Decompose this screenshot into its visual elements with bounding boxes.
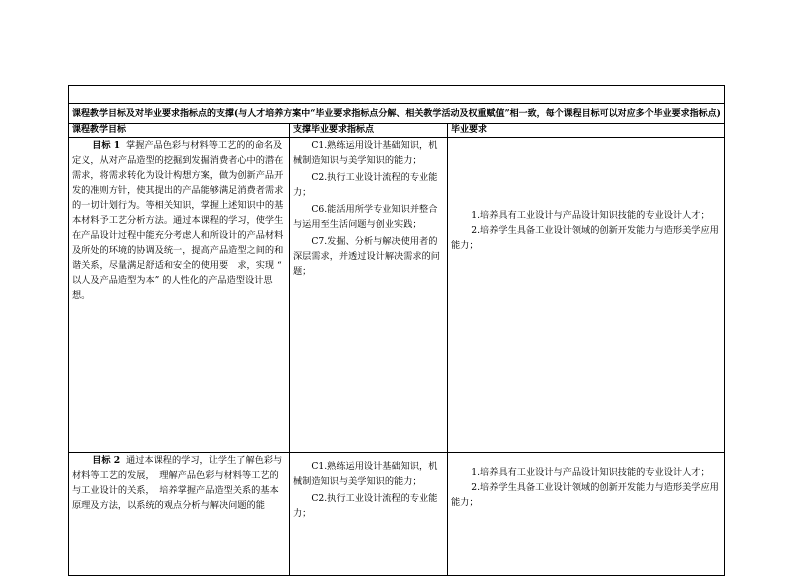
support-item: C1.熟练运用设计基础知识，机械制造知识与美学知识的能力；: [293, 140, 438, 166]
objective-text: 掌握产品色彩与材料等工艺的的命名及定义，从对产品造型的挖掘到发掘消费者心中的潜在需求，将需求转化为设计构想方案，做为创新产品开发的准则方针，使其提出的产品能够满足消费者需求的一切计划行为。等相关知识，掌握上述知识中的基本材料予工艺分析方法。通过本课程的学习，使学生在产品设计过程中能充分考虑人和所设计的产品材料及所处的环境的协调及统一，提高产品造型之间的和谐关系，尽量满足舒适和安全的使用要 求，实现 “ 以人及产品造型为本” 的人性化的产品造型设计思想。: [72, 140, 284, 301]
column-header-objective: 课程教学目标: [69, 124, 290, 138]
supports-cell: [290, 138, 448, 453]
requirement-item: 2.培养学生具备工业设计领域的创新开发能力与造形美学应用能力；: [451, 482, 719, 508]
support-item: C1.熟练运用设计基础知识，机械制造知识与美学知识的能力；: [293, 461, 438, 487]
table-heading: 课程教学目标及对毕业要求指标点的支撑(与人才培养方案中“毕业要求指标点分解、相关教学活动及权重赋值”相一致，每个课程目标可以对应多个毕业要求指标点): [69, 104, 725, 124]
objective-text: 通过本课程的学习，让学生了解色彩与材料等工艺的发展， 理解产品色彩与材料等工艺的与工业设计的关系， 培养掌握产品造型关系的基本原理及方法，以系统的观点分析与解决问题的能: [72, 455, 283, 511]
heading-row: [69, 104, 725, 124]
requirement-item: 1.培养具有工业设计与产品设计知识技能的专业设计人才；: [471, 210, 710, 221]
requirements-cell: [448, 138, 725, 453]
objective-cell: [69, 138, 290, 453]
column-header-requirements: 毕业要求: [448, 124, 725, 138]
column-header-row: [69, 124, 725, 138]
requirement-item: 1.培养具有工业设计与产品设计知识技能的专业设计人才；: [471, 467, 710, 478]
support-item: C7.发掘、分析与解决使用者的深层需求，并透过设计解决需求的问题；: [293, 236, 440, 277]
objectives-table: [68, 85, 725, 576]
objective-cell: [69, 453, 290, 576]
objective-label: 目标 1: [92, 140, 121, 151]
support-item: C6.能活用所学专业知识并整合与运用至生活问题与创业实践；: [293, 204, 438, 230]
table-row: [69, 453, 725, 576]
blank-cell: [69, 86, 725, 104]
support-item: C2.执行工业设计流程的专业能力；: [293, 172, 438, 198]
supports-cell: [290, 453, 448, 576]
requirement-item: 2.培养学生具备工业设计领域的创新开发能力与造形美学应用能力；: [451, 225, 719, 251]
column-header-supports: 支撑毕业要求指标点: [290, 124, 448, 138]
requirements-cell: [448, 453, 725, 576]
support-item: C2.执行工业设计流程的专业能力；: [293, 493, 438, 519]
table-row: [69, 138, 725, 453]
objective-label: 目标 2: [92, 455, 121, 466]
blank-top-row: [69, 86, 725, 104]
